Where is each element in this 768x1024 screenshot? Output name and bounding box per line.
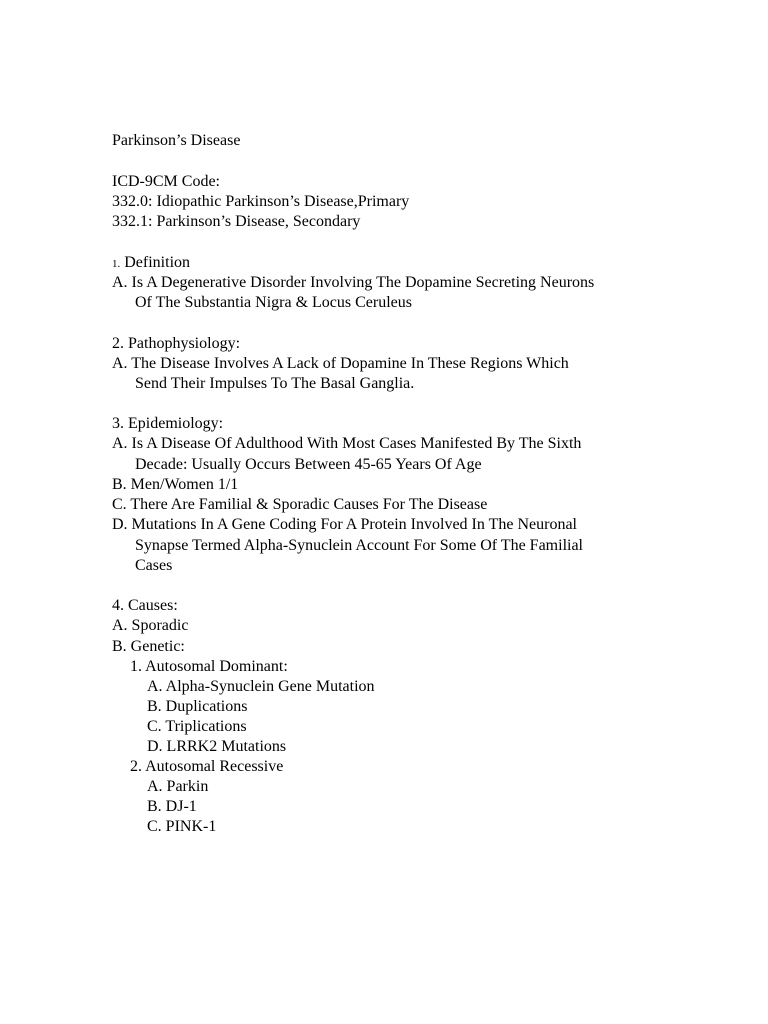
causes-sporadic: A. Sporadic — [112, 617, 189, 634]
icd-code-primary: 332.0: Idiopathic Parkinson’s Disease,Primary — [112, 193, 410, 210]
epidemiology-item-b: B. Men/Women 1/1 — [112, 476, 239, 493]
epidemiology-item-a: A. Is A Disease Of Adulthood With Most Cases Manifested By The Sixth — [112, 435, 582, 452]
definition-heading — [112, 253, 190, 274]
epidemiology-item-a-continued: Decade: Usually Occurs Between 45-65 Years Of Age — [135, 456, 482, 473]
autosomal-recessive-item: A. Parkin — [147, 778, 209, 795]
epidemiology-item-d: D. Mutations In A Gene Coding For A Protein Involved In The Neuronal — [112, 516, 577, 533]
pathophysiology-item-a: A. The Disease Involves A Lack of Dopamine In These Regions Which — [112, 355, 569, 372]
causes-genetic: B. Genetic: — [112, 638, 185, 655]
autosomal-recessive-item: B. DJ-1 — [147, 798, 197, 815]
causes-heading: 4. Causes: — [112, 597, 178, 614]
epidemiology-item-d-continued-2: Cases — [135, 557, 173, 574]
autosomal-dominant-item: C. Triplications — [147, 718, 247, 735]
pathophysiology-heading: 2. Pathophysiology: — [112, 335, 241, 352]
autosomal-dominant-item: B. Duplications — [147, 698, 248, 715]
page-title: Parkinson’s Disease — [112, 132, 241, 149]
autosomal-recessive-heading: 2. Autosomal Recessive — [130, 758, 284, 775]
icd-code-label: ICD-9CM Code: — [112, 173, 220, 190]
epidemiology-heading: 3. Epidemiology: — [112, 415, 224, 432]
epidemiology-item-d-continued: Synapse Termed Alpha-Synuclein Account For Some Of The Familial — [135, 537, 583, 554]
epidemiology-item-c: C. There Are Familial & Sporadic Causes For The Disease — [112, 496, 488, 513]
definition-number: 1. — [112, 258, 121, 270]
definition-item-a: A. Is A Degenerative Disorder Involving The Dopamine Secreting Neurons — [112, 274, 595, 291]
pathophysiology-item-a-continued: Send Their Impulses To The Basal Ganglia. — [135, 375, 415, 392]
definition-item-a-continued: Of The Substantia Nigra & Locus Ceruleus — [135, 294, 412, 311]
definition-heading-text: Definition — [124, 254, 191, 271]
autosomal-dominant-item: A. Alpha-Synuclein Gene Mutation — [147, 678, 375, 695]
icd-code-secondary: 332.1: Parkinson’s Disease, Secondary — [112, 213, 361, 230]
autosomal-dominant-item: D. LRRK2 Mutations — [147, 738, 287, 755]
autosomal-recessive-item: C. PINK-1 — [147, 818, 217, 835]
autosomal-dominant-heading: 1. Autosomal Dominant: — [130, 658, 288, 675]
